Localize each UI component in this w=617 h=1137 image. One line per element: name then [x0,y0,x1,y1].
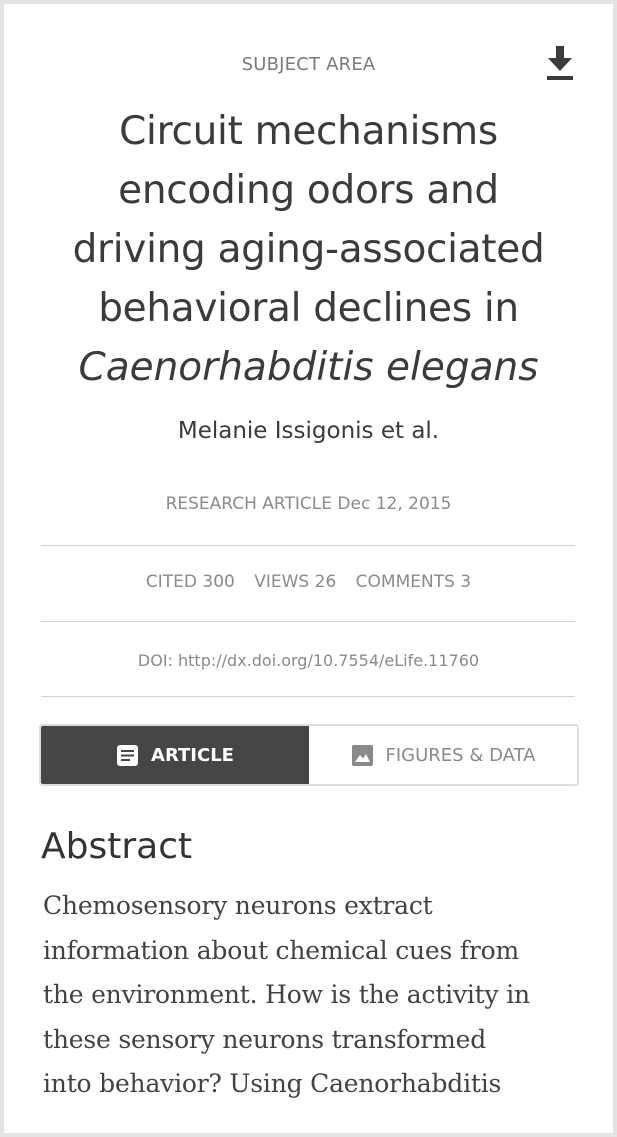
title-line: encoding odors and [118,168,499,213]
article-title [24,102,593,397]
comments-count[interactable]: COMMENTS 3 [355,572,472,592]
views-count: VIEWS 26 [254,572,337,592]
article-tabs [39,724,579,786]
abstract-line: the environment. How is the activity in [43,980,530,1009]
article-stats [4,572,613,592]
title-species: Caenorhabditis elegans [78,345,539,390]
abstract-heading: Abstract [41,826,193,867]
abstract-line: information about chemical cues from [43,935,520,965]
divider [41,545,575,546]
tab-label: FIGURES & DATA [385,744,536,766]
abstract-line: these sensory neurons transformed [43,1024,487,1054]
abstract-line: into behavior? Using Caenorhabditis [43,1069,502,1098]
divider [41,696,575,697]
tab-article[interactable] [41,726,309,784]
article-screen [4,4,613,1133]
publish-date: Dec 12, 2015 [337,494,452,514]
doi-link[interactable]: DOI: http://dx.doi.org/10.7554/eLife.11760 [137,651,480,670]
title-line: driving aging-associated [72,227,545,272]
title-line: behavioral declines in [98,286,519,331]
title-line: Circuit mechanisms [119,109,498,154]
tab-label: ARTICLE [151,744,234,766]
abstract-line: Chemosensory neurons extract [43,891,433,920]
divider [41,621,575,622]
article-type: RESEARCH ARTICLE [165,494,332,514]
authors[interactable]: Melanie Issigonis et al. [177,418,440,444]
image-icon [351,744,374,767]
article-type-date [4,494,613,514]
subject-area-label[interactable]: SUBJECT AREA [241,54,376,75]
tab-figures-data[interactable] [309,726,577,784]
cited-count[interactable]: CITED 300 [145,572,235,592]
document-icon [116,744,139,767]
abstract-text [43,884,583,1107]
